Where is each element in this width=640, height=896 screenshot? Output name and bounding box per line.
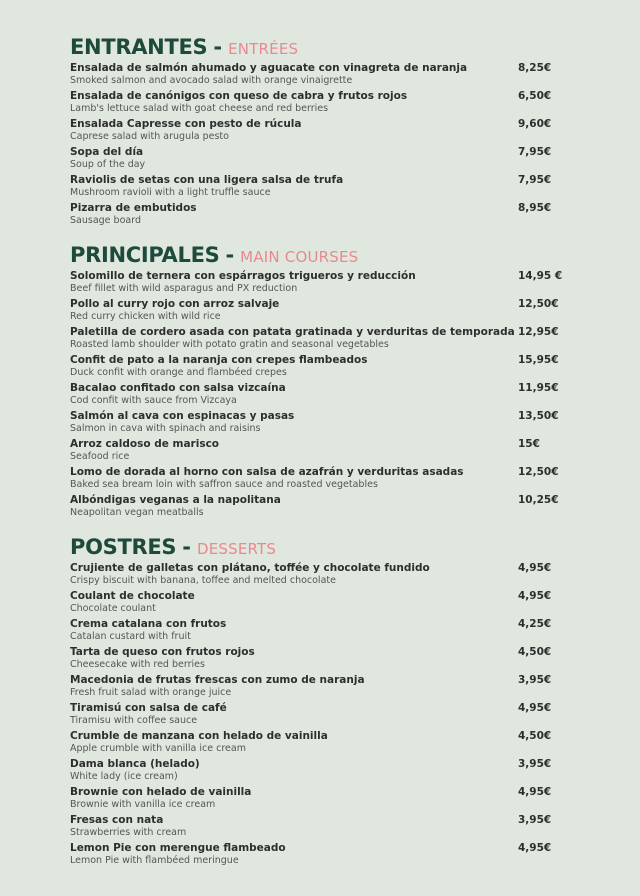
item-price: 9,60€	[518, 118, 552, 130]
item-price: 12,95€	[518, 326, 559, 338]
menu-item	[70, 729, 570, 757]
item-translation: Salmon in cava with spinach and raisins	[70, 423, 261, 434]
item-name: Tarta de queso con frutos rojos	[70, 646, 255, 658]
item-price: 4,50€	[518, 730, 552, 742]
item-translation: Lamb's lettuce salad with goat cheese and red berries	[70, 103, 329, 114]
item-price: 14,95 €	[518, 270, 563, 282]
item-translation: Fresh fruit salad with orange juice	[70, 687, 232, 698]
item-translation: Neapolitan vegan meatballs	[70, 507, 204, 518]
item-translation: Roasted lamb shoulder with potato gratin and seasonal vegetables	[70, 339, 389, 350]
item-price: 8,25€	[518, 62, 552, 74]
menu-item	[70, 409, 570, 437]
item-name: Ensalada de salmón ahumado y aguacate con vinagreta de naranja	[70, 62, 468, 74]
item-translation: Chocolate coulant	[70, 603, 156, 614]
menu-item	[70, 173, 570, 201]
section-subtitle: ENTRÉES	[228, 40, 299, 58]
item-translation: Strawberries with cream	[70, 827, 187, 838]
item-name: Albóndigas veganas a la napolitana	[70, 494, 281, 506]
item-name: Tiramisú con salsa de café	[70, 702, 227, 714]
item-translation: Cod confit with sauce from Vizcaya	[70, 395, 237, 406]
menu-item	[70, 561, 570, 589]
item-name: Brownie con helado de vainilla	[70, 786, 252, 798]
item-price: 12,50€	[518, 298, 559, 310]
item-price: 7,95€	[518, 146, 552, 158]
item-price: 11,95€	[518, 382, 559, 394]
item-translation: Mushroom ravioli with a light truffle sauce	[70, 187, 271, 198]
item-price: 6,50€	[518, 90, 552, 102]
item-price: 4,95€	[518, 562, 552, 574]
item-price: 3,95€	[518, 758, 552, 770]
item-name: Ensalada de canónigos con queso de cabra y frutos rojos	[70, 90, 408, 102]
menu-item	[70, 785, 570, 813]
item-price: 15€	[518, 438, 540, 450]
item-price: 10,25€	[518, 494, 559, 506]
menu-item	[70, 201, 570, 229]
menu-item	[70, 701, 570, 729]
menu-item	[70, 493, 570, 521]
item-name: Arroz caldoso de marisco	[70, 438, 220, 450]
item-name: Salmón al cava con espinacas y pasas	[70, 410, 295, 422]
item-price: 3,95€	[518, 674, 552, 686]
menu-item	[70, 89, 570, 117]
item-name: Dama blanca (helado)	[70, 758, 200, 770]
item-name: Pizarra de embutidos	[70, 202, 197, 214]
item-translation: Cheesecake with red berries	[70, 659, 205, 670]
item-name: Confit de pato a la naranja con crepes flambeados	[70, 354, 368, 366]
item-name: Macedonia de frutas frescas con zumo de naranja	[70, 674, 365, 686]
menu-item	[70, 269, 570, 297]
menu-item	[70, 617, 570, 645]
menu-item	[70, 381, 570, 409]
item-translation: Baked sea bream loin with saffron sauce and roasted vegetables	[70, 479, 378, 490]
item-name: Fresas con nata	[70, 814, 164, 826]
menu-item	[70, 673, 570, 701]
section-heading	[70, 535, 570, 561]
item-name: Raviolis de setas con una ligera salsa de trufa	[70, 174, 344, 186]
menu-item	[70, 297, 570, 325]
item-translation: Apple crumble with vanilla ice cream	[70, 743, 246, 754]
item-translation: Red curry chicken with wild rice	[70, 311, 221, 322]
item-translation: Tiramisu with coffee sauce	[70, 715, 198, 726]
item-translation: Catalan custard with fruit	[70, 631, 191, 642]
item-price: 7,95€	[518, 174, 552, 186]
item-price: 8,95€	[518, 202, 552, 214]
item-translation: Beef fillet with wild asparagus and PX reduction	[70, 283, 298, 294]
item-name: Lemon Pie con merengue flambeado	[70, 842, 286, 854]
section-separator: -	[225, 243, 235, 267]
item-translation: Soup of the day	[70, 159, 146, 170]
item-price: 4,50€	[518, 646, 552, 658]
item-name: Crujiente de galletas con plátano, toffée y chocolate fundido	[70, 562, 430, 574]
section-heading	[70, 243, 570, 269]
section-title: POSTRES	[70, 535, 177, 559]
item-name: Paletilla de cordero asada con patata gratinada y verduritas de temporada	[70, 326, 515, 338]
item-name: Pollo al curry rojo con arroz salvaje	[70, 298, 280, 310]
section-title: PRINCIPALES	[70, 243, 220, 267]
menu-item	[70, 117, 570, 145]
item-price: 13,50€	[518, 410, 559, 422]
menu-item	[70, 325, 570, 353]
item-name: Lomo de dorada al horno con salsa de azafrán y verduritas asadas	[70, 466, 464, 478]
menu-item	[70, 757, 570, 785]
menu-item	[70, 813, 570, 841]
section-postres	[70, 535, 570, 869]
section-subtitle: DESSERTS	[196, 540, 277, 558]
section-separator: -	[213, 35, 223, 59]
item-translation: Sausage board	[70, 215, 141, 226]
item-translation: Caprese salad with arugula pesto	[70, 131, 229, 142]
item-name: Solomillo de ternera con espárragos trigueros y reducción	[70, 270, 416, 282]
item-translation: White lady (ice cream)	[70, 771, 178, 782]
section-subtitle: MAIN COURSES	[240, 248, 359, 266]
item-price: 4,95€	[518, 590, 552, 602]
item-translation: Smoked salmon and avocado salad with orange vinaigrette	[70, 75, 353, 86]
menu-item	[70, 61, 570, 89]
menu-item	[70, 841, 570, 869]
item-name: Crema catalana con frutos	[70, 618, 227, 630]
item-name: Bacalao confitado con salsa vizcaína	[70, 382, 286, 394]
item-translation: Duck confit with orange and flambéed crepes	[70, 367, 287, 378]
item-price: 3,95€	[518, 814, 552, 826]
item-price: 4,25€	[518, 618, 552, 630]
menu-item	[70, 145, 570, 173]
item-price: 4,95€	[518, 842, 552, 854]
item-translation: Brownie with vanilla ice cream	[70, 799, 216, 810]
section-entrantes	[70, 35, 570, 229]
section-principales	[70, 243, 570, 521]
item-name: Crumble de manzana con helado de vainilla	[70, 730, 328, 742]
item-price: 15,95€	[518, 354, 559, 366]
item-price: 4,95€	[518, 702, 552, 714]
menu-item	[70, 353, 570, 381]
item-price: 4,95€	[518, 786, 552, 798]
menu-item	[70, 437, 570, 465]
item-name: Sopa del día	[70, 146, 144, 158]
item-translation: Crispy biscuit with banana, toffee and melted chocolate	[70, 575, 336, 586]
item-translation: Seafood rice	[70, 451, 130, 462]
menu-item	[70, 645, 570, 673]
section-heading	[70, 35, 570, 61]
item-name: Coulant de chocolate	[70, 590, 195, 602]
item-translation: Lemon Pie with flambéed meringue	[70, 855, 239, 866]
menu-item	[70, 465, 570, 493]
section-separator: -	[182, 535, 191, 559]
section-title: ENTRANTES	[70, 35, 208, 59]
item-name: Ensalada Capresse con pesto de rúcula	[70, 118, 302, 130]
menu-item	[70, 589, 570, 617]
item-price: 12,50€	[518, 466, 559, 478]
